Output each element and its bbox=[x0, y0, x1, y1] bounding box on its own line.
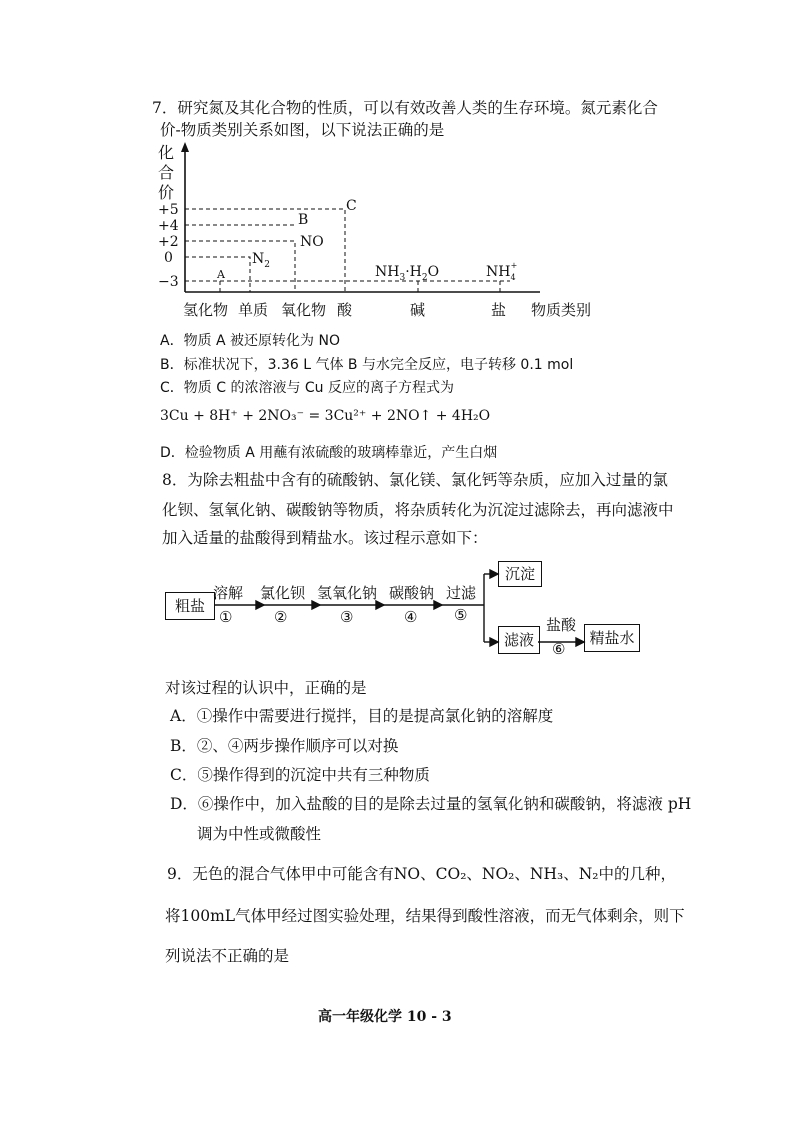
y-tick-p2: +2 bbox=[158, 234, 179, 250]
q7-option-b: B．标准状况下，3.36 L 气体 B 与水完全反应，电子转移 0.1 mol bbox=[160, 357, 574, 373]
x-tick-hydride: 氢化物 bbox=[183, 301, 229, 319]
y-axis-arrow bbox=[181, 142, 189, 152]
point-c: C bbox=[346, 198, 357, 214]
arrow-3 bbox=[376, 601, 384, 609]
q7-option-c: C．物质 C 的浓溶液与 Cu 反应的离子方程式为 bbox=[160, 380, 454, 396]
q8-option-d-line1: D．⑥操作中，加入盐酸的目的是除去过量的氢氧化钠和碳酸钠，将滤液 pH bbox=[170, 795, 692, 813]
step6-number: ⑥ bbox=[552, 640, 566, 658]
x-tick-acid: 酸 bbox=[337, 301, 353, 319]
q8-stem-line2: 化钡、氢氧化钠、碳酸钠等物质，将杂质转化为沉淀过滤除去，再向滤液中 bbox=[162, 501, 674, 519]
x-axis-title: 物质类别 bbox=[531, 301, 592, 319]
y-tick-m3: −3 bbox=[158, 274, 179, 290]
precipitate-box: 沉淀 bbox=[498, 561, 542, 587]
x-tick-element: 单质 bbox=[238, 301, 269, 319]
dash-plus5 bbox=[185, 209, 345, 292]
step2-number: ② bbox=[274, 608, 288, 626]
q8-option-c: C．⑤操作得到的沉淀中共有三种物质 bbox=[170, 766, 430, 784]
q7-option-a: A．物质 A 被还原转化为 NO bbox=[160, 333, 340, 349]
step3-label: 氢氧化钠 bbox=[317, 584, 378, 602]
q8-stem-line3: 加入适量的盐酸得到精盐水。该过程示意如下： bbox=[162, 529, 488, 547]
point-nh3h2o: $NH_3\cdot H_2O$ bbox=[375, 264, 440, 283]
q8-option-b: B．②、④两步操作顺序可以对换 bbox=[170, 737, 399, 755]
q8-option-d-line2: 调为中性或微酸性 bbox=[197, 825, 322, 843]
q8-lead: 对该过程的认识中，正确的是 bbox=[165, 679, 367, 697]
step1-label: 溶解 bbox=[213, 584, 244, 602]
y-axis-title-2: 合 bbox=[158, 163, 175, 182]
valence-category-diagram bbox=[150, 140, 610, 325]
arrow-6 bbox=[576, 638, 584, 646]
crude-salt-box: 粗盐 bbox=[165, 592, 215, 620]
arrow-4 bbox=[434, 601, 442, 609]
q7-stem-line1: 7．研究氮及其化合物的性质，可以有效改善人类的生存环境。氮元素化合 bbox=[152, 99, 658, 117]
step3-number: ③ bbox=[340, 608, 354, 626]
point-b: B bbox=[298, 212, 309, 228]
y-tick-p4: +4 bbox=[158, 218, 179, 234]
q9-line3: 列说法不正确的是 bbox=[165, 947, 290, 965]
brine-box: 精盐水 bbox=[584, 624, 640, 652]
step5-label: 过滤 bbox=[446, 584, 477, 602]
x-tick-salt: 盐 bbox=[491, 301, 507, 319]
step1-number: ① bbox=[219, 608, 233, 626]
q8-stem-line1: 8．为除去粗盐中含有的硫酸钠、氯化镁、氯化钙等杂质，应加入过量的氯 bbox=[162, 471, 668, 489]
q7-option-d: D．检验物质 A 用蘸有浓硫酸的玻璃棒靠近，产生白烟 bbox=[160, 445, 498, 461]
point-no: NO bbox=[300, 234, 324, 250]
y-tick-p5: +5 bbox=[158, 202, 179, 218]
x-tick-oxide: 氧化物 bbox=[281, 301, 327, 319]
q8-option-a: A．①操作中需要进行搅拌，目的是提高氯化钠的溶解度 bbox=[170, 707, 554, 725]
q7-option-c-equation: 3Cu + 8H⁺ + 2NO₃⁻ = 3Cu²⁺ + 2NO↑ + 4H₂O bbox=[160, 408, 491, 424]
y-tick-0: 0 bbox=[164, 250, 173, 266]
step4-number: ④ bbox=[404, 608, 418, 626]
y-axis-title-3: 价 bbox=[158, 183, 175, 202]
page-footer: 高一年级化学 10 - 3 bbox=[318, 1009, 452, 1025]
filtrate-box: 滤液 bbox=[498, 626, 540, 654]
point-a: A bbox=[217, 268, 225, 281]
x-tick-base: 碱 bbox=[410, 301, 426, 319]
q7-stem-line2: 价-物质类别关系如图，以下说法正确的是 bbox=[160, 121, 445, 139]
step2-label: 氯化钡 bbox=[260, 584, 306, 602]
step4-label: 碳酸钠 bbox=[389, 584, 435, 602]
q9-line1: 9．无色的混合气体甲中可能含有NO、CO₂、NO₂、NH₃、N₂中的几种， bbox=[167, 865, 676, 883]
q9-line2: 将100mL气体甲经过图实验处理，结果得到酸性溶液，而无气体剩余，则下 bbox=[165, 907, 685, 925]
dash-plus2 bbox=[185, 241, 295, 292]
y-axis-title-1: 化 bbox=[158, 143, 175, 162]
step5-number: ⑤ bbox=[454, 606, 468, 624]
point-nh4: $NH_4+$ bbox=[486, 261, 518, 282]
acid-label: 盐酸 bbox=[546, 616, 577, 634]
point-n2: $N_2$ bbox=[252, 251, 270, 270]
